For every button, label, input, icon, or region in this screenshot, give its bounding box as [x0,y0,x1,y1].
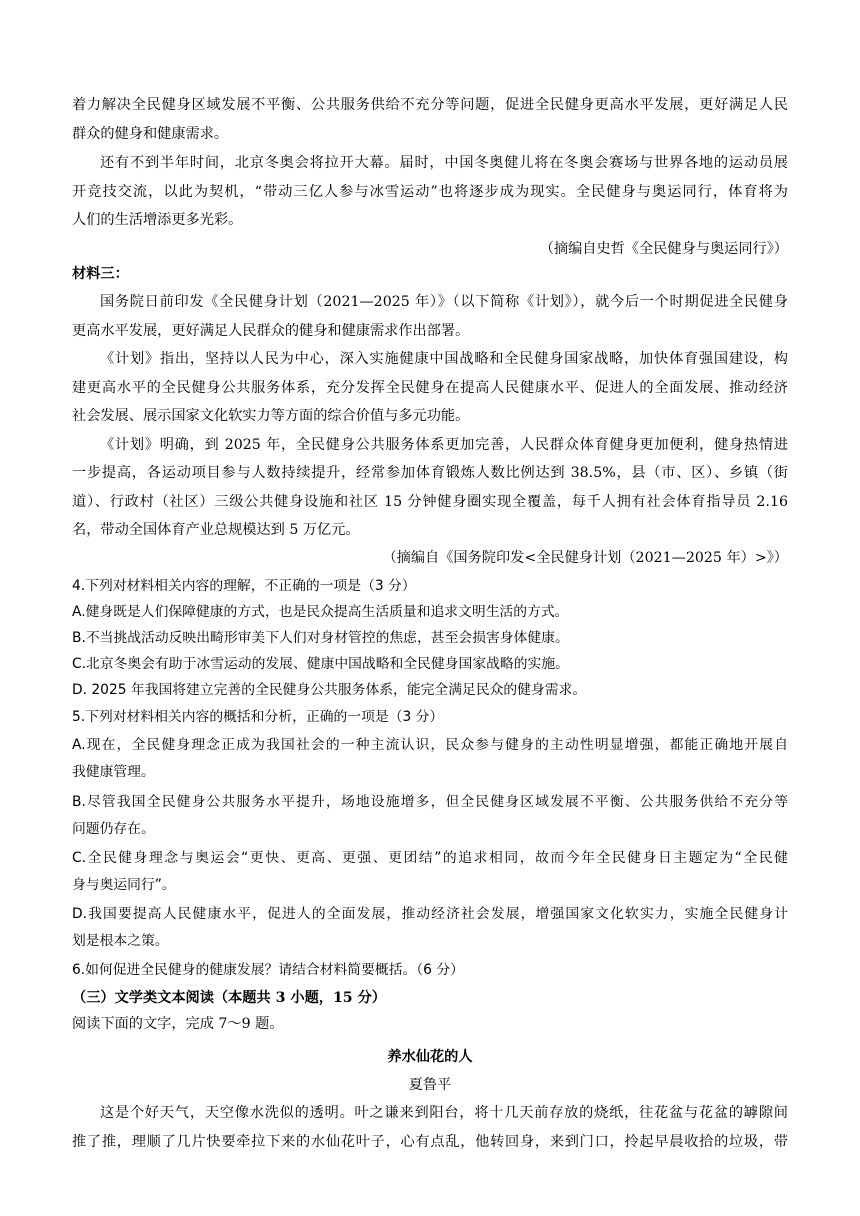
material3-p3-line2: 一步提高，各运动项目参与人数持续提升，经常参加体育锻炼人数比例达到 38.5%，县（市、区）、乡镇（街 [72,465,788,481]
material3-p1-line1: 国务院日前印发《全民健身计划（2021—2025 年）》（以下简称《计划》），就今后一个时期促进全民健身 [100,294,788,310]
material2-p1-line1: 着力解决全民健身区域发展不平衡、公共服务供给不充分等问题，促进全民健身更高水平发展，更好满足人民 [72,97,788,113]
material3-source: （摘编自《国务院印发<全民健身计划（2021—2025 年）>》） [382,550,788,566]
story-p1-line1: 这是个好天气，天空像水洗似的透明。叶之谦来到阳台，将十几天前存放的烧纸，往花盆与花盆的罅隙间 [100,1105,788,1121]
story-p1-line2: 推了推，理顺了几片快要牵拉下来的水仙花叶子，心有点乱，他转回身，来到门口，拎起早晨收拾的垃圾，带 [72,1134,788,1150]
material3-heading: 材料三： [72,266,129,282]
question-4-option-a: A.健身既是人们保障健康的方式，也是民众提高生活质量和追求文明生活的方式。 [72,604,569,620]
story-author: 夏鲁平 [408,1077,452,1093]
material2-p2-line2: 开竞技交流，以此为契机，“带动三亿人参与冰雪运动”也将逐步成为现实。全民健身与奥运同行，体育将为 [72,184,788,200]
material2-p2-line1: 还有不到半年时间，北京冬奥会将拉开大幕。届时，中国冬奥健儿将在冬奥会赛场与世界各地的运动员展 [100,155,788,171]
material2-p2-line3: 人们的生活增添更多光彩。 [72,212,243,228]
question-4-stem: 4.下列对材料相关内容的理解，不正确的一项是（3 分） [72,578,416,594]
question-4-option-b: B.不当挑战活动反映出畸形审美下人们对身材管控的焦虑，甚至会损害身体健康。 [72,630,569,646]
material3-p1-line2: 更高水平发展，更好满足人民群众的健身和健康需求作出部署。 [72,323,470,339]
material3-p3-line1: 《计划》明确，到 2025 年，全民健身公共服务体系更加完善，人民群众体育健身更加便利，健身热情进 [100,437,788,453]
section-3-heading: （三）文学类文本阅读（本题共 3 小题，15 分） [72,990,386,1006]
material3-p3-line3: 道）、行政村（社区）三级公共健身设施和社区 15 分钟健身圈实现全覆盖，每千人拥有社会体育指导员 2.16 [72,494,788,510]
question-4-option-c: C.北京冬奥会有助于冰雪运动的发展、健康中国战略和全民健身国家战略的实施。 [72,656,569,672]
question-5-option-c-line1: C.全民健身理念与奥运会“更快、更高、更强、更团结”的追求相同，故而今年全民健身日主题定为“全民健 [72,850,788,866]
question-5-option-b-line2: 问题仍存在。 [72,821,155,837]
question-5-option-a-line1: A.现在，全民健身理念正成为我国社会的一种主流认识，民众参与健身的主动性明显增强，都能正确地开展自 [72,737,788,753]
question-4-option-d: D. 2025 年我国将建立完善的全民健身公共服务体系，能完全满足民众的健身需求。 [72,682,587,698]
question-5-option-b-line1: B.尽管我国全民健身公共服务水平提升，场地设施增多，但全民健身区域发展不平衡、公共服务供给不充分等 [72,794,788,810]
material3-p3-line4: 名，带动全国体育产业总规模达到 5 万亿元。 [72,522,360,538]
question-5-option-a-line2: 我健康管理。 [72,764,155,780]
material3-p2-line2: 建更高水平的全民健身公共服务体系，充分发挥全民健身在提高人民健康水平、促进人的全面发展、推动经济 [72,380,788,396]
question-5-option-d-line1: D.我国要提高人民健康水平，促进人的全面发展，推动经济社会发展，增强国家文化软实力，实施全民健身计 [72,906,788,922]
question-6-stem: 6.如何促进全民健身的健康发展？请结合材料简要概括。（6 分） [72,962,464,978]
material2-source: （摘编自史哲《全民健身与奥运同行》） [539,241,788,257]
question-5-stem: 5.下列对材料相关内容的概括和分析，正确的一项是（3 分） [72,709,444,725]
story-title: 养水仙花的人 [387,1049,473,1065]
section-3-instruction: 阅读下面的文字，完成 7～9 题。 [72,1016,284,1032]
question-5-option-c-line2: 身与奥运同行”。 [72,877,176,893]
material3-p2-line1: 《计划》指出，坚持以人民为中心，深入实施健康中国战略和全民健身国家战略，加快体育强国建设，构 [100,351,788,367]
material2-p1-line2: 群众的健身和健康需求。 [72,126,229,142]
material3-p2-line3: 社会发展、展示国家文化软实力等方面的综合价值与多元功能。 [72,408,470,424]
question-5-option-d-line2: 划是根本之策。 [72,933,169,949]
